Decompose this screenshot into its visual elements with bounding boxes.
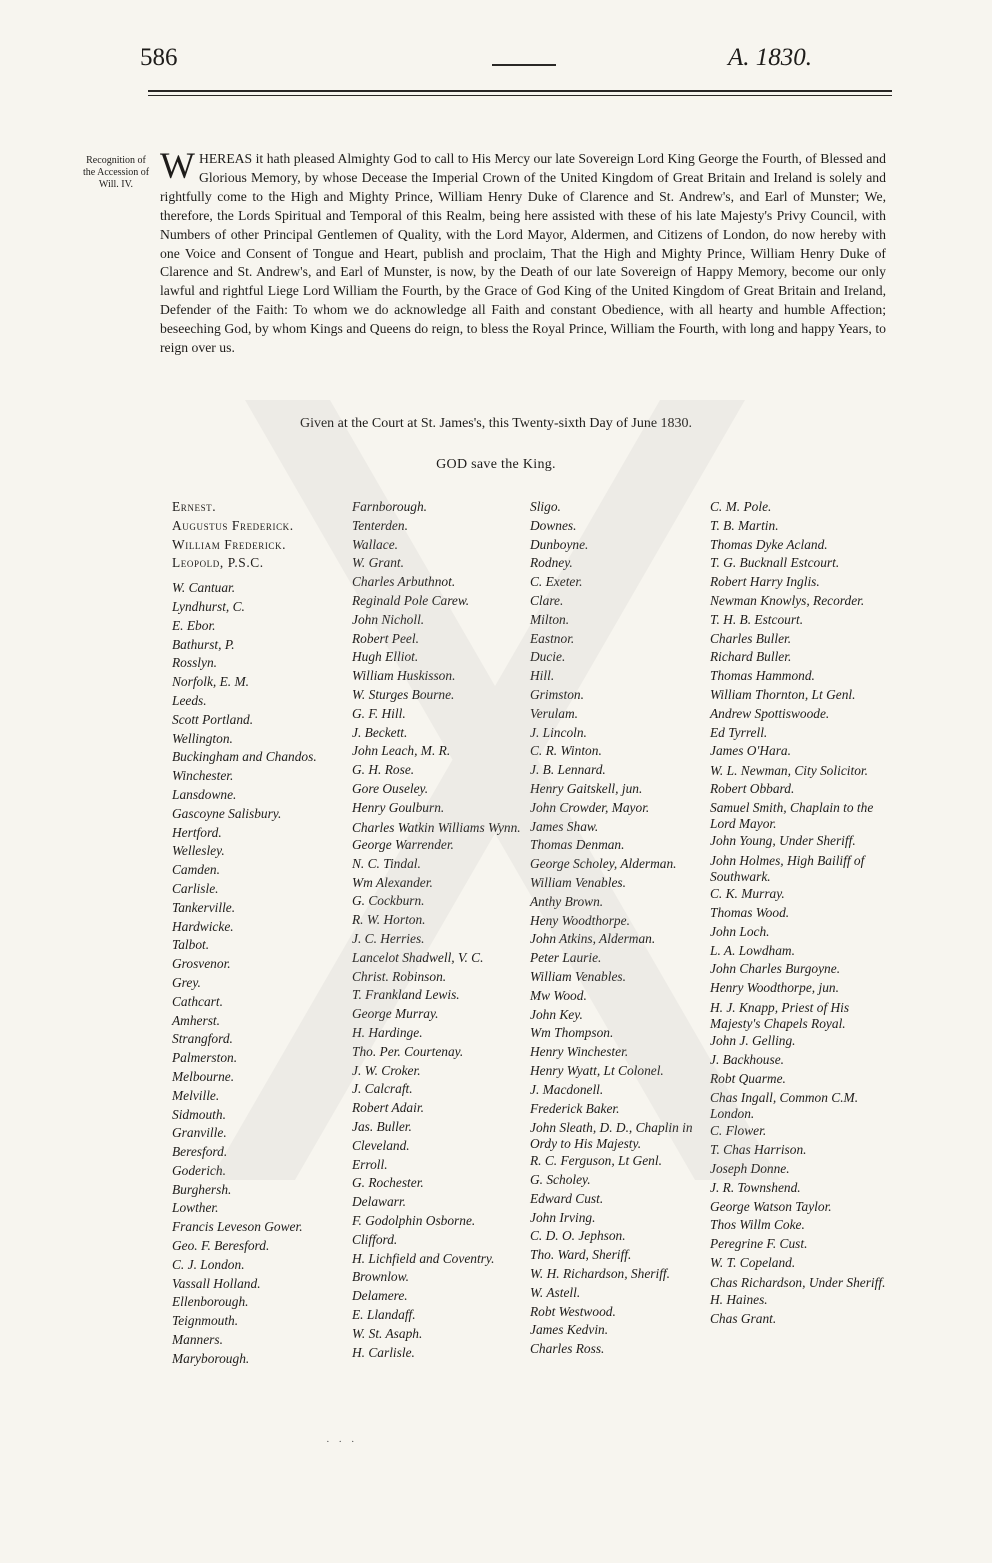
signatory-name: Jas. Buller. [352, 1119, 412, 1134]
signatory-name: G. H. Rose. [352, 762, 415, 778]
signatory-name: Farnborough. [352, 499, 428, 514]
signatory-name: Clifford. [352, 1231, 398, 1247]
signatory-name: John Irving. [530, 1209, 596, 1225]
signatory-name: J. Calcraft. [352, 1081, 413, 1097]
signatory-name: Erroll. [352, 1156, 388, 1172]
header-dash [492, 64, 556, 66]
signatory-name: Norfolk, E. M. [172, 674, 249, 690]
signatory-name: John Young, Under Sheriff. [710, 833, 856, 849]
signatory-name: Henry Wyatt, Lt Colonel. [530, 1062, 664, 1078]
header-rule [148, 90, 892, 92]
signatory-name: Hill. [530, 668, 555, 684]
signatory-name: John Atkins, Alderman. [530, 931, 656, 947]
signatory-name: J. Lincoln. [530, 724, 587, 740]
signatory-name: Talbot. [172, 937, 210, 953]
signatories-column-3 [530, 498, 702, 1359]
signatory-name: E. Ebor. [172, 617, 216, 633]
signatory-name: H. Haines. [710, 1292, 768, 1308]
signatory-name: Grosvenor. [172, 956, 231, 972]
signatory-name: G. Cockburn. [352, 893, 425, 909]
signatory-name: Wm Thompson. [530, 1025, 614, 1041]
signatory-name: W. Sturges Bourne. [352, 686, 455, 702]
signatory-name: Peregrine F. Cust. [710, 1236, 808, 1252]
signatory-name: William Huskisson. [352, 668, 456, 684]
signatory-name: Geo. F. Beresford. [172, 1238, 270, 1254]
signatory-name: John Holmes, High Bailiff of Southwark. [710, 853, 865, 884]
signatory-name: J. R. Townshend. [710, 1179, 801, 1195]
signatory-name: Brownlow. [352, 1269, 409, 1285]
signatory-name: Charles Watkin Williams Wynn. [352, 819, 521, 835]
signatory-name: Anthy Brown. [530, 893, 604, 909]
signatory-name: H. Carlisle. [352, 1344, 415, 1360]
signatory-name: Robt Quarme. [710, 1070, 786, 1086]
signatory-name: Francis Leveson Gower. [172, 1219, 303, 1235]
signatory-name: Henry Gaitskell, jun. [530, 780, 643, 796]
header-rule-thin [148, 95, 892, 96]
signatory-name: Lyndhurst, C. [172, 598, 245, 614]
signatory-name: C. J. London. [172, 1256, 245, 1272]
signatory-name: Ducie. [530, 649, 566, 665]
signatory-name: George Watson Taylor. [710, 1198, 832, 1214]
signatory-name: Charles Arbuthnot. [352, 574, 456, 590]
signatory-name: George Warrender. [352, 837, 454, 853]
signatory-name: Edward Cust. [530, 1190, 604, 1206]
signatory-name: W. Cantuar. [172, 580, 236, 596]
signatory-name: Hugh Elliot. [352, 649, 419, 665]
signatory-name: William Venables. [530, 968, 626, 984]
signatory-name: Leeds. [172, 692, 207, 708]
signatory-name: John Nicholl. [352, 611, 425, 627]
signatory-name: John Sleath, D. D., Chaplin in Ordy to His Majesty. [530, 1120, 693, 1151]
signatory-name: Maryborough. [172, 1350, 250, 1366]
signatory-name: Charles Ross. [530, 1341, 605, 1357]
signatory-name: Winchester. [172, 768, 234, 784]
signatory-name: Strangford. [172, 1031, 233, 1047]
signatory-name: James Shaw. [530, 818, 599, 834]
signatory-name: J. Beckett. [352, 724, 408, 740]
signatory-name: T. H. B. Estcourt. [710, 611, 804, 627]
signatory-name: W. T. Copeland. [710, 1255, 796, 1270]
signatory-name: John J. Gelling. [710, 1033, 796, 1049]
signatory-name: Wellington. [172, 730, 233, 746]
signatory-name: T. Chas Harrison. [710, 1142, 807, 1158]
signatory-name: Ellenborough. [172, 1294, 249, 1310]
signatories-column-4 [710, 498, 896, 1329]
signatory-name: E. Llandaff. [352, 1306, 416, 1322]
signatory-name: Leopold, P.S.C. [172, 555, 264, 571]
signatory-name: James Kedvin. [530, 1322, 609, 1338]
signatory-name: F. Godolphin Osborne. [352, 1212, 476, 1228]
signatory-name: Gore Ouseley. [352, 780, 429, 796]
signatory-name: Henry Woodthorpe, jun. [710, 980, 839, 996]
signatory-name: G. F. Hill. [352, 705, 406, 721]
signatory-name: Carlisle. [172, 880, 219, 896]
signatory-name: Vassall Holland. [172, 1275, 261, 1291]
margin-note: Recognition of the Accession of Will. IV. [82, 155, 150, 190]
page-number: 586 [140, 44, 178, 71]
signatory-name: Samuel Smith, Chaplain to the Lord Mayor. [710, 800, 874, 831]
signatory-name: Beresford. [172, 1144, 228, 1160]
signatory-name: C. Flower. [710, 1123, 767, 1139]
signatory-name: Chas Richardson, Under Sheriff. [710, 1274, 886, 1290]
signatory-name: Robert Peel. [352, 630, 419, 646]
signatory-name: R. W. Horton. [352, 912, 426, 928]
footer-marks: · · · [326, 1436, 358, 1448]
signatory-name: Lowther. [172, 1200, 219, 1216]
signatory-name: Tho. Per. Courtenay. [352, 1043, 464, 1059]
signatory-name: Newman Knowlys, Recorder. [710, 592, 865, 608]
signatory-name: Hertford. [172, 824, 222, 840]
signatory-name: Dunboyne. [530, 536, 589, 552]
signatory-name: Thomas Dyke Acland. [710, 536, 828, 552]
signatory-name: Heny Woodthorpe. [530, 912, 630, 928]
signatory-name: Ed Tyrrell. [710, 724, 768, 740]
signatory-name: Rosslyn. [172, 655, 218, 671]
signatory-name: Thomas Denman. [530, 837, 625, 853]
signatory-name: Amherst. [172, 1012, 220, 1028]
signatory-name: Chas Grant. [710, 1311, 777, 1327]
signatory-name: Joseph Donne. [710, 1161, 790, 1177]
signatory-name: John Leach, M. R. [352, 743, 451, 759]
signatory-name: T. G. Bucknall Estcourt. [710, 555, 840, 571]
given-at-court: Given at the Court at St. James's, this Twenty-sixth Day of June 1830. [299, 416, 693, 431]
signatory-name: Tankerville. [172, 899, 236, 915]
signatory-name: T. B. Martin. [710, 517, 779, 533]
signatory-name: L. A. Lowdham. [710, 942, 795, 958]
signatory-name: William Venables. [530, 874, 626, 890]
signatory-name: Tenterden. [352, 517, 408, 533]
signatory-name: C. D. O. Jephson. [530, 1228, 626, 1244]
signatory-name: Burghersh. [172, 1181, 232, 1197]
signatory-name: Milton. [530, 611, 570, 627]
signatory-name: Thos Willm Coke. [710, 1217, 805, 1233]
signatory-name: H. Hardinge. [352, 1025, 423, 1041]
signatory-name: Cleveland. [352, 1137, 410, 1153]
drop-cap: W [160, 146, 195, 187]
signatory-name: Rodney. [530, 555, 573, 571]
signatory-name: Buckingham and Chandos. [172, 749, 317, 765]
signatory-name: George Murray. [352, 1006, 439, 1022]
signatory-name: Lansdowne. [172, 786, 237, 802]
signatory-name: W. H. Richardson, Sheriff. [530, 1266, 670, 1282]
signatory-name: H. Lichfield and Coventry. [352, 1250, 495, 1266]
signatory-name: H. J. Knapp, Priest of His Majesty's Chapels Royal. [710, 1000, 850, 1031]
signatory-name: Thomas Hammond. [710, 668, 815, 684]
signatory-name: J. W. Croker. [352, 1062, 421, 1078]
proclamation-body: HEREAS it hath pleased Almighty God to call to His Mercy our late Sovereign Lord King George the Fourth, of Blessed and Glorious Memory, by whose Decease the Imperial Crown of the United Kingdom of Great Britain and Ireland is solely and rightfully come to the High and Mighty Prince, William Henry Duke of Clarence and St. Andrew's, and Earl of Munster; We, therefore, the Lords Spiritual and Temporal of this Realm, being here assisted with these of his late Majesty's Privy Council, with Numbers of other Principal Gentlemen of Quality, with the Lord Mayor, Aldermen, and Citizens of London, do now hereby with one Voice and Consent of Tongue and Heart, publish and proclaim, That the High and Mighty Prince, William Henry Duke of Clarence and St. Andrew's, and Earl of Munster, is now, by the Death of our late Sovereign of Happy Memory, become our only lawful and rightful Liege Lord William the Fourth, by the Grace of God King of the United Kingdom of Great Britain and Ireland, Defender of the Faith: To whom we do acknowledge all Faith and constant Obedience, with all hearty and humble Affection; beseeching God, by whom Kings and Queens do reign, to bless the Royal Prince, William the Fourth, with long and happy Years, to reign over us. [160, 151, 886, 356]
signatory-name: Sligo. [530, 499, 561, 514]
signatory-name: Delawarr. [352, 1194, 406, 1210]
god-save-the-king: GOD save the King. [436, 457, 556, 472]
signatory-name: Frederick Baker. [530, 1100, 620, 1116]
signatory-name: C. M. Pole. [710, 499, 772, 514]
signatory-name: J. B. Lennard. [530, 762, 606, 778]
signatory-name: Robert Obbard. [710, 780, 795, 796]
signatory-name: C. K. Murray. [710, 886, 785, 902]
signatory-name: Delamere. [352, 1288, 408, 1304]
signatory-name: Goderich. [172, 1162, 226, 1178]
signatory-name: Henry Winchester. [530, 1044, 629, 1060]
signatories-column-2 [352, 498, 524, 1362]
signatory-name: Charles Buller. [710, 630, 792, 646]
signatory-name: John Charles Burgoyne. [710, 961, 841, 977]
signatory-name: Peter Laurie. [530, 950, 602, 966]
signatory-name: W. Grant. [352, 555, 404, 571]
signatory-name: C. R. Winton. [530, 743, 602, 759]
signatory-name: C. Exeter. [530, 574, 583, 590]
signatory-name: Gascoyne Salisbury. [172, 805, 282, 821]
signatory-name: R. C. Ferguson, Lt Genl. [530, 1153, 662, 1169]
signatory-name: Richard Buller. [710, 649, 792, 665]
signatory-name: William Thornton, Lt Genl. [710, 686, 856, 702]
signatory-name: Wellesley. [172, 843, 225, 859]
signatory-name: Thomas Wood. [710, 905, 790, 921]
signatory-name: Downes. [530, 517, 577, 533]
signatory-name: G. Rochester. [352, 1175, 424, 1191]
signatory-name: Melbourne. [172, 1068, 235, 1084]
signatory-name: Chas Ingall, Common C.M. London. [710, 1090, 859, 1121]
signatory-name: Tho. Ward, Sheriff. [530, 1247, 632, 1263]
signatory-name: Granville. [172, 1125, 227, 1141]
signatory-name: John Crowder, Mayor. [530, 799, 650, 815]
signatory-name: Palmerston. [172, 1050, 238, 1066]
signatory-name: George Scholey, Alderman. [530, 856, 677, 872]
signatory-name: W. St. Asaph. [352, 1325, 423, 1341]
signatories-column-1 [172, 498, 347, 1369]
signatory-name: John Key. [530, 1006, 583, 1022]
signatory-name: Verulam. [530, 705, 578, 721]
signatory-name: Christ. Robinson. [352, 968, 447, 984]
signatory-name: Manners. [172, 1332, 223, 1348]
signatory-name: Reginald Pole Carew. [352, 592, 470, 608]
signatory-name: Hardwicke. [172, 918, 234, 934]
signatory-name: Teignmouth. [172, 1313, 239, 1329]
signatory-name: Robt Westwood. [530, 1303, 616, 1319]
signatory-name: Robert Adair. [352, 1100, 424, 1116]
signatory-name: Wm Alexander. [352, 874, 433, 890]
signatory-name: Bathurst, P. [172, 636, 235, 652]
signatory-name: T. Frankland Lewis. [352, 987, 460, 1003]
page-year: A. 1830. [728, 44, 813, 71]
signatory-name: Eastnor. [530, 630, 575, 646]
signatory-name: Cathcart. [172, 993, 223, 1009]
signatory-name: J. Backhouse. [710, 1051, 784, 1067]
signatory-name: Scott Portland. [172, 711, 254, 727]
signatory-name: Melville. [172, 1087, 220, 1103]
signatory-name: John Loch. [710, 923, 770, 939]
signatory-name: William Frederick. [172, 536, 287, 552]
signatory-name: Grimston. [530, 686, 584, 702]
signatory-name: Sidmouth. [172, 1106, 226, 1122]
signatory-name: James O'Hara. [710, 743, 791, 759]
proclamation-text [160, 146, 886, 358]
signatory-name: Robert Harry Inglis. [710, 574, 820, 590]
signatory-name: W. Astell. [530, 1284, 581, 1300]
signatory-name: J. Macdonell. [530, 1081, 604, 1097]
signatory-name: Henry Goulburn. [352, 799, 445, 815]
signatory-name: Wallace. [352, 536, 398, 552]
signatory-name: Ernest. [172, 499, 217, 514]
signatory-name: Clare. [530, 592, 564, 608]
signatory-name: Andrew Spottiswoode. [710, 705, 830, 721]
signatory-name: Lancelot Shadwell, V. C. [352, 949, 484, 965]
signatory-name: W. L. Newman, City Solicitor. [710, 763, 868, 779]
signatory-name: N. C. Tindal. [352, 855, 421, 871]
signatory-name: Camden. [172, 862, 220, 878]
signatory-name: G. Scholey. [530, 1172, 591, 1188]
signatory-name: J. C. Herries. [352, 931, 425, 947]
signatory-name: Augustus Frederick. [172, 517, 294, 533]
signatory-name: Grey. [172, 974, 201, 990]
signatory-name: Mw Wood. [530, 987, 587, 1003]
